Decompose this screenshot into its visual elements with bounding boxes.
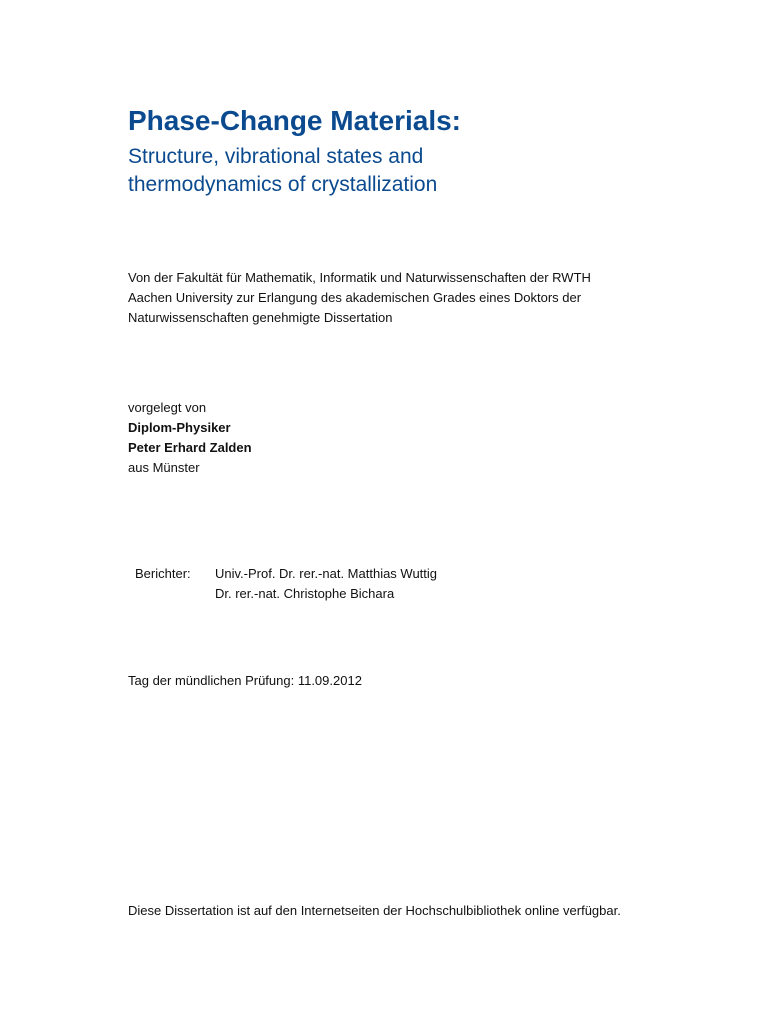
author-name: Peter Erhard Zalden — [128, 440, 252, 455]
author-origin: aus Münster — [128, 460, 200, 475]
faculty-statement-line-1: Von der Fakultät für Mathematik, Informatik und Naturwissenschaften der RWTH — [128, 270, 591, 285]
online-availability-note: Diese Dissertation ist auf den Internetseiten der Hochschulbibliothek online verfügbar. — [128, 903, 621, 918]
presented-by-text: vorgelegt von — [128, 400, 207, 415]
oral-exam-date: Tag der mündlichen Prüfung: 11.09.2012 — [128, 673, 362, 688]
document-title: Phase-Change Materials: — [128, 105, 461, 136]
referees-label: Berichter: — [135, 566, 191, 581]
faculty-statement-line-3: Naturwissenschaften genehmigte Dissertation — [128, 310, 393, 325]
document-subtitle — [128, 143, 688, 199]
faculty-statement-line-2: Aachen University zur Erlangung des akademischen Grades eines Doktors der — [128, 290, 582, 305]
referees-block — [135, 564, 437, 604]
author-block — [128, 398, 252, 478]
author-degree: Diplom-Physiker — [128, 420, 231, 435]
referees-list — [215, 564, 437, 604]
subtitle-line-1: Structure, vibrational states and — [128, 145, 424, 168]
faculty-statement — [128, 268, 668, 328]
subtitle-line-2: thermodynamics of crystallization — [128, 173, 438, 196]
referee-2: Dr. rer.-nat. Christophe Bichara — [215, 586, 395, 601]
referee-1: Univ.-Prof. Dr. rer.-nat. Matthias Wuttig — [215, 566, 438, 581]
